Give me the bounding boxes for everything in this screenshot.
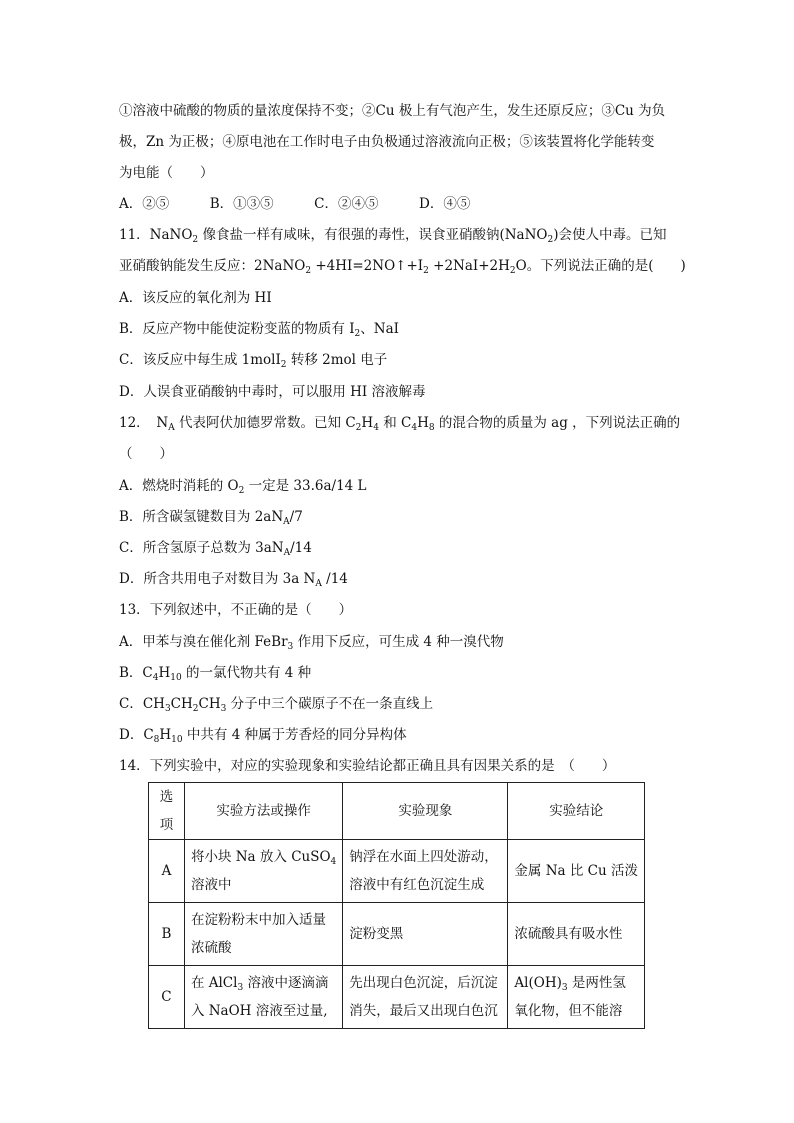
row-a-option: A: [149, 840, 185, 903]
q10-options: A．②⑤ B．①③⑤ C．②④⑤ D．④⑤: [119, 196, 471, 212]
table-row: [149, 966, 645, 1029]
row-a-method: 将小块 Na 放入 CuSO$_4$ 溶液中: [184, 840, 342, 903]
q13-option-a: A．甲苯与溴在催化剂 FeBr$_3$ 作用下反应，可生成 4 种一溴代物: [119, 634, 504, 652]
q14-stem: 14．下列实验中，对应的实验现象和实验结论都正确且具有因果关系的是 （ ）: [119, 758, 616, 774]
q12-option-d: D．所含共用电子对数目为 3a $N_A$ /14: [119, 571, 348, 589]
row-c-method: 在 AlCl$_3$ 溶液中逐滴滴 入 NaOH 溶液至过量,: [184, 966, 342, 1029]
q11-option-c: C．该反应中每生成 1molI$_2$ 转移 2mol 电子: [119, 352, 388, 370]
table-header-row: [149, 783, 645, 840]
q10-statement-line-1: ①溶液中硫酸的物质的量浓度保持不变；②Cu 极上有气泡产生，发生还原反应；③Cu 为负: [119, 103, 666, 119]
q14-table: [148, 782, 645, 1029]
table-row: [149, 903, 645, 966]
q10-statement-line-3: 为电能（ ）: [119, 165, 214, 181]
header-option: 选项: [149, 783, 185, 840]
row-c-phenomenon: 先出现白色沉淀，后沉淀 消失，最后又出现白色沉: [343, 966, 508, 1029]
q12-stem-line-2: （ ）: [119, 446, 173, 462]
row-a-phenomenon: 钠浮在水面上四处游动， 溶液中有红色沉淀生成: [343, 840, 508, 903]
row-b-option: B: [149, 903, 185, 966]
q11-stem-line-2: 亚硝酸钠能发生反应：2NaNO$_2$ $+4HI=2NO↑+I_2 +2NaI+2H_2O$。下列说法正确的是( ): [119, 258, 686, 276]
q12-option-a: A．燃烧时消耗的 $O_2$ 一定是 33.6a/14 L: [119, 478, 367, 496]
row-b-conclusion: 浓硫酸具有吸水性: [508, 903, 645, 966]
table-row: [149, 840, 645, 903]
row-b-method: 在淀粉粉末中加入适量 浓硫酸: [184, 903, 342, 966]
q12-stem-line-1: 12． $N_A$ 代表阿伏加德罗常数。已知 $C_2H_4$ 和 $C_4H_8$ 的混合物的质量为 ag ，下列说法正确的: [119, 415, 681, 433]
q11-stem-line-1: 11．NaNO$_2$ 像食盐一样有咸味，有很强的毒性，误食亚硝酸钠(NaNO$_2$)会使人中毒。已知: [119, 227, 667, 245]
q13-option-c: C．$CH_3CH_2CH_3$ 分子中三个碳原子不在一条直线上: [119, 696, 434, 714]
q11-option-b: B．反应产物中能使淀粉变蓝的物质有 $I_2$、NaI: [119, 321, 399, 339]
row-a-conclusion: 金属 Na 比 Cu 活泼: [508, 840, 645, 903]
row-c-option: C: [149, 966, 185, 1029]
q11-option-a: A．该反应的氧化剂为 HI: [119, 290, 272, 306]
header-method: 实验方法或操作: [184, 783, 342, 840]
q13-option-d: D．$C_8H_{10}$ 中共有 4 种属于芳香烃的同分异构体: [119, 727, 407, 745]
header-phenomenon: 实验现象: [343, 783, 508, 840]
q12-option-b: B．所含碳氢键数目为 $2aN_A/7$: [119, 509, 303, 527]
header-conclusion: 实验结论: [508, 783, 645, 840]
q10-statement-line-2: 极，Zn 为正极；④原电池在工作时电子由负极通过溶液流向正极；⑤该装置将化学能转变: [119, 134, 655, 150]
row-c-conclusion: $Al(OH)_3$ 是两性氢 氧化物，但不能溶: [508, 966, 645, 1029]
q13-stem: 13．下列叙述中，不正确的是（ ）: [119, 602, 353, 618]
q13-option-b: B．$C_4H_{10}$ 的一氯代物共有 4 种: [119, 665, 312, 683]
row-b-phenomenon: 淀粉变黑: [343, 903, 508, 966]
q12-option-c: C．所含氢原子总数为 $3aN_A/14$: [119, 540, 312, 558]
q11-option-d: D．人误食亚硝酸钠中毒时，可以服用 HI 溶液解毒: [119, 384, 426, 400]
